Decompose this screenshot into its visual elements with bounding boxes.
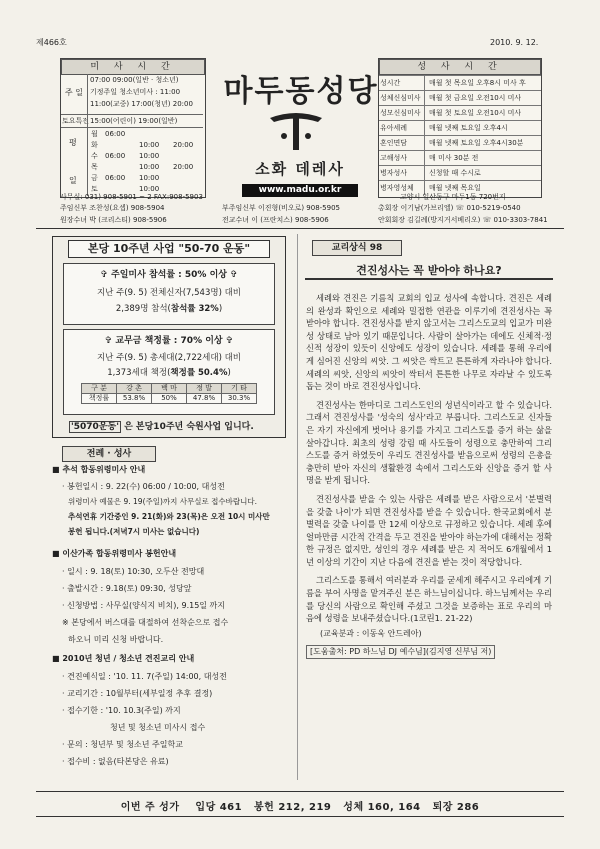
notice-line: · 견진예식일 : '10. 11. 7(주일) 14:00, 대성전	[62, 672, 227, 681]
sacrament-name: 혼인면담	[379, 136, 425, 150]
pastor-contact: 주임신부 조찬성(요셉) 908-5904	[60, 204, 165, 212]
sacrament-row	[379, 150, 541, 165]
sacrament-row	[379, 135, 541, 150]
table-header: 강 촌	[117, 384, 152, 394]
mass-time-title: 미 사 시 간	[61, 59, 205, 75]
sunday-line: 기정주일 청소년미사 : 11:00	[90, 88, 181, 96]
doctrine-author: (교육분과 : 이동욱 안드레아)	[320, 628, 422, 638]
weekday-schedule	[91, 130, 201, 196]
doctrine-body	[306, 292, 552, 659]
table-header: 백 마	[152, 384, 187, 394]
table-header: 구 분	[82, 384, 117, 394]
weekday-row	[91, 163, 201, 174]
notice-line: · 교리기간 : 10월부터(세부일정 추후 결정)	[62, 689, 213, 698]
mass-time: 10:00	[139, 163, 160, 171]
sacrament-name: 병자성사	[379, 166, 425, 180]
table-cell: 50%	[152, 394, 187, 404]
attendance-line: 지난 주(9. 5) 전체신자(7,543명) 대비	[96, 288, 242, 298]
notice-line: · 신청방법 : 사무실(양식지 비치), 9.15일 까지	[62, 601, 226, 610]
notice-line: · 봉헌일시 : 9. 22(수) 06:00 / 10:00, 대성전	[62, 482, 225, 491]
cross-logo	[266, 106, 326, 152]
weekday-label: 화	[91, 141, 98, 149]
saturday-label: 토요특전	[62, 117, 90, 125]
table-header: 정 발	[187, 384, 222, 394]
mass-attendance-box: ✞ 주일미사 참석률 : 50% 이상 ✞ 지난 주(9. 5) 전체신자(7,543명) 대비 2,389명 참석(참석률 32%)	[63, 263, 275, 325]
sacrament-name: 유아세례	[379, 121, 425, 135]
liturgy-notices	[52, 461, 290, 787]
doctrine-label: 교리상식 98	[312, 240, 402, 256]
sacrament-row	[379, 75, 541, 90]
head-sister-contact: 원장수녀 박 (크리스티) 908-5906	[60, 216, 167, 224]
tithe-box: ✞ 교무금 책정률 : 70% 이상 ✞ 지난 주(9. 5) 총세대(2,722세대) 대비 1,373세대 책정(책정률 50.4%) 구 분 강 촌 백 마 정 발 기 타 책정률 53.8% 50% 47.8% 30.3%	[63, 329, 275, 415]
notice-line: · 일시 : 9. 18(토) 10:30, 오두산 전망대	[62, 567, 205, 576]
notice-line: 추석연휴 기간중인 9. 21(화)와 23(목)은 오전 10시 미사만	[68, 512, 270, 521]
table-cell: 30.3%	[222, 394, 257, 404]
sacrament-time: 매월 첫 금요일 오전10시 미사	[429, 94, 522, 102]
notice-line: · 접수비 : 없음(타본당은 유료)	[62, 757, 169, 766]
notice-heading: ■ 추석 합동위령미사 안내	[52, 465, 146, 474]
sacrament-name: 성시간	[379, 76, 425, 90]
sacrament-time: 신청할 때 수시로	[429, 169, 481, 177]
patron-saint: 소화 데레사	[255, 160, 345, 178]
notice-line: ※ 본당에서 버스대를 대절하여 선착순으로 접수	[62, 618, 229, 627]
mass-time: 20:00	[173, 163, 194, 171]
sacrament-name: 성체신심미사	[379, 91, 425, 105]
sunday-line: 07:00 09:00(일반 · 청소년)	[90, 76, 179, 84]
doctrine-paragraph: 세례와 견진은 기름칙 교회의 입교 성사에 속합니다. 견진은 세례의 완성과 확인으로 세례와 밀접한 연관을 이루기에 견진성사는 꼭 받아야 합니다. 견진성사를 받지 않고서는 그리스도교의 입교가 미완성 상태로 남아 있기 때문입니다. 사람이 살아가는 데에도 신체적·정신적 성장이 있듯이 신앙에도 성장이 있습니다. 세례를 통해 우리에게 심어진 신앙의 씨앗. 그 씨앗은 싹트고 튼튼하게 자라나야 합니다. 세례의 씨앗, 신앙의 씨앗이 싹터서 튼튼한 나무로 자라날 수 있도록 돕는 것이 바로 견진성사입니다.	[306, 293, 552, 392]
sacrament-row	[379, 165, 541, 180]
hymn-numbers: 이번 주 성가 입당 461 봉헌 212, 219 성체 160, 164 퇴장 286	[120, 802, 480, 813]
sacrament-name: 고해성사	[379, 151, 425, 165]
tithe-rate: 책정률 50.4%	[170, 368, 228, 378]
weekday-row	[91, 141, 201, 152]
issue-date: 2010. 9. 12.	[490, 38, 539, 47]
doctrine-paragraph: 견진성사를 받을 수 있는 사람은 세례를 받은 사람으로서 '분별력을 갖출 나이'가 되면 견진성사를 받을 수 있습니다. 한국교회에서 분별력을 갖출 나이를 만 12세 이상으로 규정하고 있습니다. 세례 후에 얼마만큼 시간적 간격을 두고 견진을 받아야 하는가에 대해서는 정확한 규정은 없지만, 성인의 경우 세례를 받은 지 적어도 6개월에서 1년 이상의 기간이 지난 다음에 견진을 받는 것이 적당합니다.	[306, 493, 552, 567]
weekday-label: 평	[69, 138, 77, 147]
weekday-label: 목	[91, 163, 98, 171]
mass-time: 10:00	[139, 152, 160, 160]
sacrament-time: 매월 넷째 토요일 오후4시	[429, 124, 508, 132]
sacrament-row	[379, 90, 541, 105]
sacrament-row	[379, 120, 541, 135]
anniversary-box	[52, 236, 286, 438]
notice-line: 위령미사 예물은 9. 19(주일)까지 사무실로 접수바랍니다.	[68, 497, 257, 506]
mass-time: 10:00	[139, 141, 160, 149]
table-header: 기 타	[222, 384, 257, 394]
weekday-row	[91, 130, 201, 141]
sunday-line: 11:00(교중) 17:00(청년) 20:00	[90, 100, 193, 108]
sacrament-row	[379, 105, 541, 120]
mass-time: 06:00	[105, 130, 126, 138]
sacrament-time-box	[378, 58, 542, 198]
liturgy-title: 전례 · 성사	[62, 446, 156, 462]
table-cell: 47.8%	[187, 394, 222, 404]
doctrine-paragraph: 그리스도를 통해서 여러분과 우리를 굳세게 해주시고 우리에게 기름을 부어 사명을 맡겨주신 분은 하느님이십니다. 하느님께서는 우리를 당신의 사람으로 확인해 주셨고 그것을 보증하는 표로 우리의 마음에 성령을 보내주셨습니다.(1코린1. 21-22)	[306, 575, 552, 624]
notice-line: 청년 및 청소년 미사시 접수	[110, 723, 206, 732]
sacrament-time: 매월 첫 토요일 오전10시 미사	[429, 109, 522, 117]
mass-time: 06:00	[105, 152, 126, 160]
table-cell: 책정률	[82, 394, 117, 404]
mass-time: 06:00	[105, 174, 126, 182]
weekday-row	[91, 174, 201, 185]
sacrament-schedule	[379, 75, 541, 195]
attendance-rate: 참석률 32%	[170, 304, 219, 314]
notice-line: · 문의 : 청년부 및 청소년 주일학교	[62, 740, 183, 749]
issue-number: 제466호	[36, 38, 67, 47]
parish-name: 마두동성당	[223, 74, 379, 109]
doctrine-paragraph: 견진성사는 한마디로 그리스도인의 성년식이라고 할 수 있습니다. 그래서 견진성사를 '성숙의 성사'라고 부릅니다. 그리스도교 신자들은 자기 자신에게 벗어나 용기를 가지고 그리스도를 증거 하는 삶을 살아갑니다. 최초의 성령 강림 때 사도들이 성령으로 충만하여 그리스도를 증거 하였듯이 우리도 견진성사를 받음으로써 성령의 은총을 충만히 받아 자신의 생활환경 속에서 그리스도와 신앙을 증거 할 사명을 받게 됩니다.	[306, 399, 552, 486]
office-contact: 사무실: 031) 908-5901 ~ 2 FAX:908-5903	[60, 193, 203, 201]
weekday-label: 토	[91, 185, 98, 193]
assistant-pastor-contact: 부주임신부 이진형(비오로) 908-5905	[222, 204, 340, 212]
sacrament-time: 매 미사 30분 전	[429, 154, 479, 162]
weekday-label: 수	[91, 152, 98, 160]
mass-time: 10:00	[139, 174, 160, 182]
mass-time-box	[60, 58, 206, 198]
notice-line: 봉헌 됩니다.(저녁7시 미사는 없습니다)	[68, 527, 200, 536]
notice-line: · 접수기한 : '10. 10.3(주일) 까지	[62, 706, 181, 715]
motto: '5070운동' 은 본당10주년 숙원사업 입니다.	[71, 422, 254, 432]
anniversary-title: 본당 10주년 사업 "50-70 운동"	[68, 240, 270, 258]
weekday-label: 월	[91, 130, 98, 138]
doctrine-source: [도움출처: PD 하느님 DJ 예수님](김지영 신부님 저)	[306, 645, 495, 659]
notice-heading: ■ 이산가족 합동위령미사 봉헌안내	[52, 549, 177, 558]
sacrament-time: 매월 첫 목요일 오후8시 미사 후	[429, 79, 526, 87]
weekday-label: 금	[91, 174, 98, 182]
tithe-table	[81, 383, 257, 404]
weekday-label: 일	[69, 176, 77, 185]
cross-icon	[266, 106, 326, 152]
sacrament-time: 매월 넷째 목요일	[429, 184, 481, 192]
tithe-goal: ✞ 교무금 책정률 : 70% 이상 ✞	[104, 336, 234, 346]
sunday-label: 주 일	[65, 88, 83, 97]
saturday-line: 15:00(어린이) 19:00(일반)	[90, 117, 178, 125]
attendance-goal: ✞ 주일미사 참석률 : 50% 이상 ✞	[100, 270, 238, 280]
attendance-count: 2,389명 참석(	[115, 304, 171, 314]
sacrament-name: 성모신심미사	[379, 106, 425, 120]
sacrament-time: 매월 넷째 토요일 오후4시30분	[429, 139, 524, 147]
website-link[interactable]: www.madu.or.kr	[242, 184, 358, 197]
mass-time: 20:00	[173, 141, 194, 149]
weekday-row	[91, 152, 201, 163]
table-cell: 53.8%	[117, 394, 152, 404]
sacrament-time-title: 성 사 시 간	[379, 59, 541, 75]
notice-heading: ■ 2010년 청년 / 청소년 견진교리 안내	[52, 654, 195, 663]
doctrine-question: 견진성사는 꼭 받아야 하나요?	[305, 262, 553, 280]
mission-sister-contact: 전교수녀 이 (프란치스) 908-5906	[222, 216, 329, 224]
tithe-line: 지난 주(9. 5) 총세대(2,722세대) 대비	[96, 353, 242, 363]
mass-time: 10:00	[139, 185, 160, 193]
president-contact: 총회장 이기남(가브리엘) ☏ 010-5219-0540	[378, 204, 521, 212]
notice-line: · 출발시간 : 9.18(토) 09:30, 성당앞	[62, 584, 192, 593]
address: 고양시 일산동구 마두1동 720번지	[400, 193, 506, 201]
vice-president-contact: 안회회장 김길례(방지거서베리오) ☏ 010-3303-7841	[378, 216, 548, 224]
notice-line: 하오니 미리 신청 바랍니다.	[68, 635, 164, 644]
tithe-count: 1,373세대 책정(	[107, 368, 171, 378]
sacrament-name: 병자영성체	[379, 181, 425, 195]
